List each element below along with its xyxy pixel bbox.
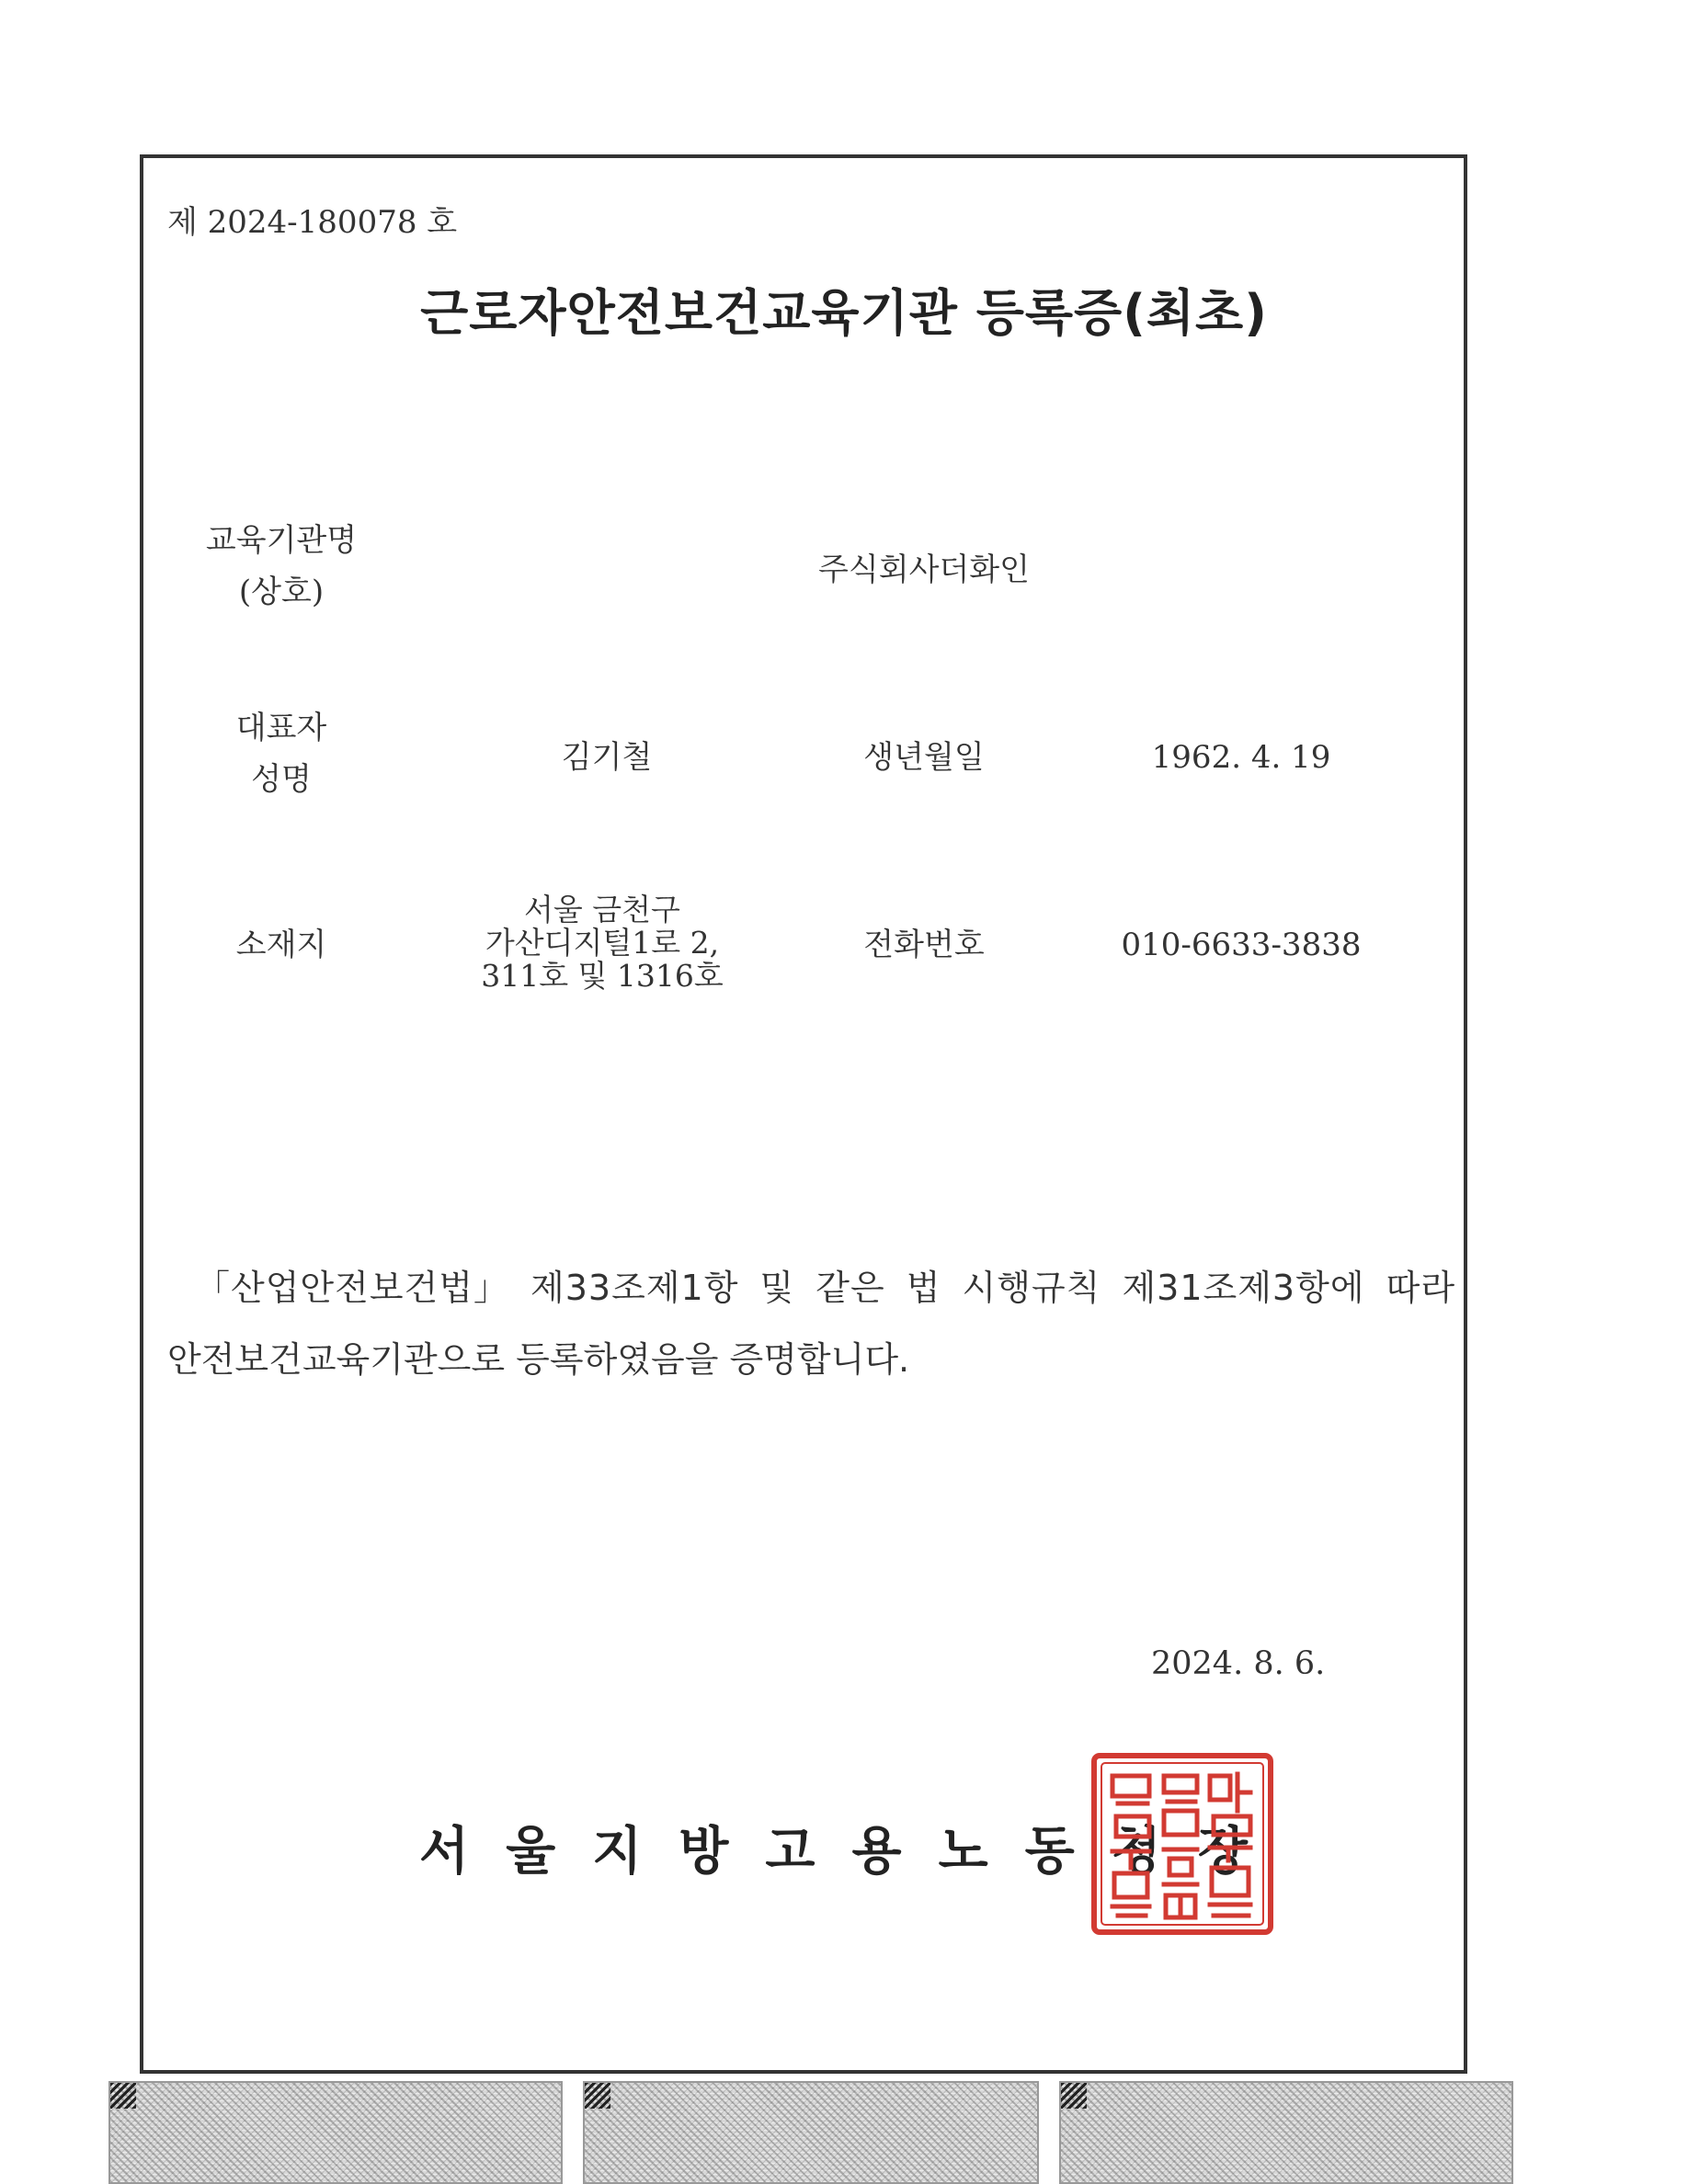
institution-name: 주식회사더화인 bbox=[818, 552, 1030, 588]
address-line3: 311호 및 1316호 bbox=[481, 958, 724, 994]
birth-date-label: 생년월일 bbox=[863, 739, 985, 776]
address bbox=[451, 893, 754, 993]
security-pattern-left bbox=[108, 2081, 563, 2184]
representative-label-line1: 대표자 bbox=[235, 710, 327, 746]
address-line2: 가산디지털1로 2, bbox=[485, 925, 720, 961]
location-label: 소재지 bbox=[235, 927, 327, 963]
representative-name: 김기철 bbox=[561, 739, 653, 776]
statement-line1: 「산업안전보건법」 제33조제1항 및 같은 법 시행규칙 제31조제3항에 따라 bbox=[195, 1268, 1456, 1308]
statement-line2: 안전보건교육기관으로 등록하였음을 증명합니다. bbox=[167, 1339, 910, 1380]
phone-value: 010-6633-3838 bbox=[1121, 927, 1362, 963]
birth-date-value: 1962. 4. 19 bbox=[1151, 739, 1331, 776]
corner-mark-icon bbox=[1061, 2083, 1087, 2109]
security-pattern-right bbox=[1059, 2081, 1513, 2184]
issuer-name: 서울지방고용노동청장 bbox=[419, 1822, 1284, 1882]
corner-mark-icon bbox=[585, 2083, 610, 2109]
corner-mark-icon bbox=[110, 2083, 136, 2109]
institution-label-line2: (상호) bbox=[238, 574, 325, 610]
official-seal-icon bbox=[1090, 1752, 1274, 1936]
address-line1: 서울 금천구 bbox=[524, 892, 680, 927]
phone-label: 전화번호 bbox=[863, 927, 985, 963]
representative-label-line2: 성명 bbox=[251, 761, 312, 798]
certificate-title: 근로자안전보건교육기관 등록증(최초) bbox=[420, 284, 1268, 342]
institution-label bbox=[189, 515, 373, 618]
registration-number: 제 2024-180078 호 bbox=[167, 204, 458, 241]
issue-date: 2024. 8. 6. bbox=[1151, 1645, 1326, 1682]
security-pattern-middle bbox=[583, 2081, 1039, 2184]
institution-label-line1: 교육기관명 bbox=[205, 522, 358, 559]
representative-label bbox=[189, 702, 373, 805]
